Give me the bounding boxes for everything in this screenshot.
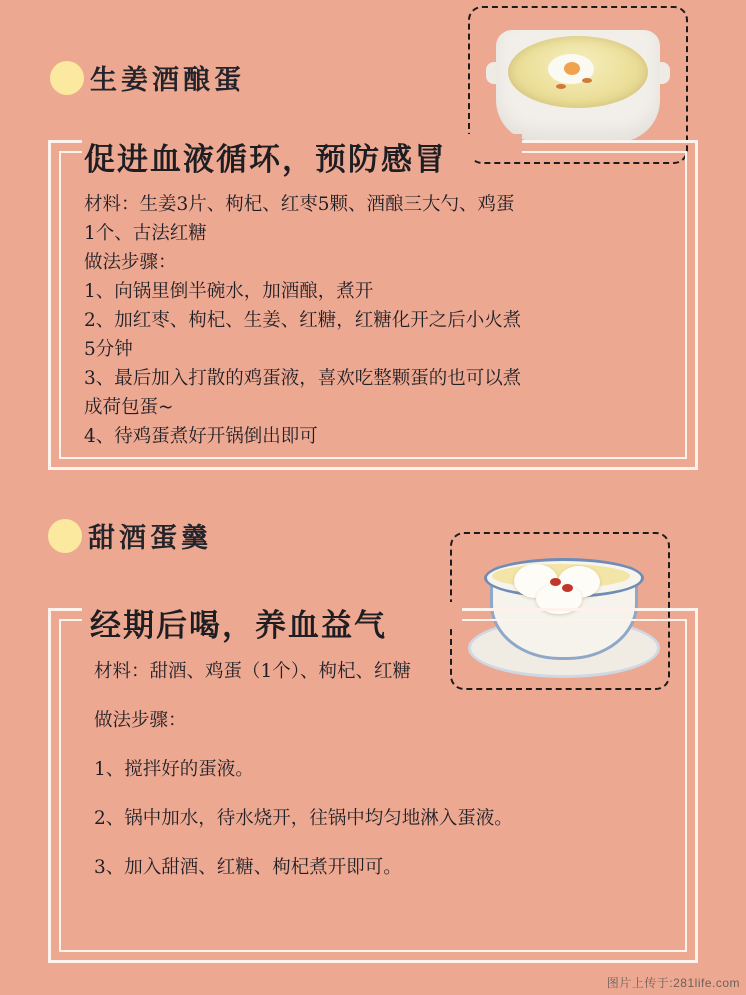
- recipe-line: 材料：甜酒、鸡蛋（1个）、枸杞、红糖: [94, 661, 412, 682]
- section-1-heading: [50, 58, 245, 97]
- recipe-line: 1、搅拌好的蛋液。: [94, 759, 254, 780]
- section-1-card-body: [84, 190, 668, 451]
- recipe-line: 2、锅中加水，待水烧开，往锅中均匀地淋入蛋液。: [94, 808, 513, 829]
- garnish-1: [582, 78, 592, 83]
- recipe-line: 1、向锅里倒半碗水，加酒酿，煮开: [84, 281, 374, 302]
- section-1-title: 生姜酒酿蛋: [90, 65, 245, 96]
- recipe-line: 5分钟: [84, 339, 133, 360]
- recipe-line: 材料：生姜3片、枸杞、红枣5颗、酒酿三大勺、鸡蛋: [84, 194, 515, 215]
- section-2-card: [48, 608, 698, 963]
- recipe-line: 1个、古法红糖: [84, 223, 207, 244]
- recipe-line: 3、加入甜酒、红糖、枸杞煮开即可。: [94, 857, 402, 878]
- casserole-bowl-illustration: [486, 22, 670, 148]
- section-2-card-title: 经期后喝，养血益气: [90, 608, 387, 644]
- egg-yolk: [564, 62, 580, 75]
- section-1-card-title: 促进血液循环，预防感冒: [84, 142, 447, 178]
- section-2-title: 甜酒蛋羹: [88, 523, 212, 554]
- watermark-text: 图片上传于:281life.com: [606, 976, 740, 990]
- recipe-line: 4、待鸡蛋煮好开锅倒出即可: [84, 426, 318, 447]
- garnish-2: [556, 84, 566, 89]
- section-1-card: [48, 140, 698, 470]
- recipe-line: 做法步骤：: [94, 710, 187, 731]
- goji-berry-1: [550, 578, 561, 586]
- recipe-section-2: [0, 500, 746, 995]
- recipe-line: 做法步骤：: [84, 252, 177, 273]
- recipe-line: 2、加红枣、枸杞、生姜、红糖，红糖化开之后小火煮: [84, 310, 522, 331]
- section-2-card-body: [94, 656, 668, 883]
- goji-berry-2: [562, 584, 573, 592]
- recipe-line: 成荷包蛋~: [84, 397, 174, 418]
- section-2-heading: [48, 516, 212, 555]
- recipe-line: 3、最后加入打散的鸡蛋液，喜欢吃整颗蛋的也可以煮: [84, 368, 522, 389]
